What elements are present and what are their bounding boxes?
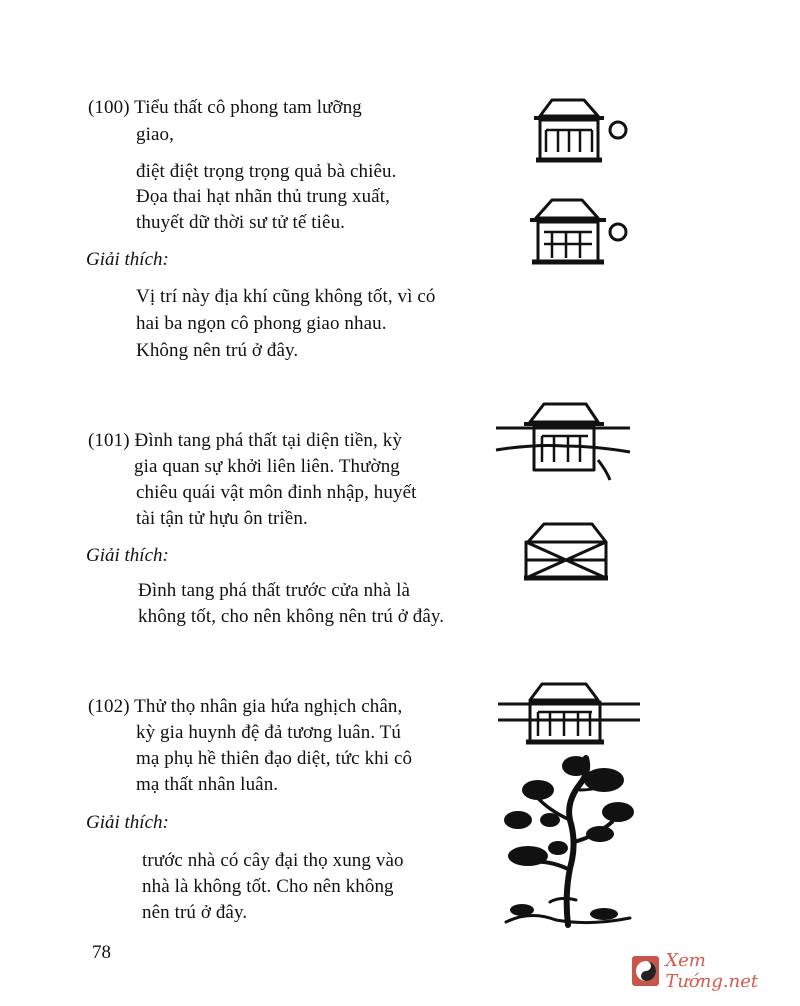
- explanation-line: Đình tang phá thất trước cửa nhà là: [138, 580, 411, 601]
- explanation-heading: Giải thích:: [86, 812, 169, 833]
- verse-line: thuyết dữ thời sư tử tế tiêu.: [136, 212, 346, 233]
- watermark-text: Xem Tướng.net: [665, 950, 759, 992]
- explanation-heading: Giải thích:: [86, 545, 169, 566]
- yin-yang-icon: [632, 956, 659, 986]
- verse-line: (102) Thử thọ nhân gia hứa nghịch chân,: [88, 696, 403, 717]
- house-illustration: [522, 94, 632, 269]
- verse-line: điệt điệt trọng trọng quả bà chiêu.: [136, 161, 397, 182]
- verse-line: kỳ gia huynh đệ đả tương luân. Tú: [136, 722, 401, 743]
- verse-line: mạ phụ hề thiên đạo diệt, tức khi cô: [136, 748, 413, 769]
- explanation-line: nhà là không tốt. Cho nên không: [142, 876, 394, 897]
- house-illustration: [494, 400, 634, 585]
- verse-line: giao,: [136, 124, 174, 145]
- explanation-line: không tốt, cho nên không nên trú ở đây.: [138, 606, 445, 627]
- verse-line: tài tận tử hựu ôn triền.: [136, 508, 308, 529]
- tree-illustration: [500, 750, 640, 930]
- watermark: [632, 952, 792, 990]
- verse-line: mạ thất nhân luân.: [136, 774, 279, 795]
- verse-line: gia quan sự khởi liên liên. Thường: [134, 456, 400, 477]
- explanation-line: Không nên trú ở đây.: [136, 340, 299, 361]
- page-number: 78: [92, 942, 111, 963]
- verse-line: (100) Tiểu thất cô phong tam lưỡng: [88, 97, 362, 118]
- explanation-line: Vị trí này địa khí cũng không tốt, vì có: [136, 286, 436, 307]
- explanation-line: hai ba ngọn cô phong giao nhau.: [136, 313, 387, 334]
- verse-line: Đọa thai hạt nhãn thủ trung xuất,: [136, 186, 390, 207]
- explanation-heading: Giải thích:: [86, 249, 169, 270]
- verse-line: chiêu quái vật môn đinh nhập, huyết: [136, 482, 417, 503]
- explanation-line: trước nhà có cây đại thọ xung vào: [142, 850, 404, 871]
- explanation-line: nên trú ở đây.: [142, 902, 248, 923]
- verse-line: (101) Đình tang phá thất tại diện tiền, kỳ: [88, 430, 402, 451]
